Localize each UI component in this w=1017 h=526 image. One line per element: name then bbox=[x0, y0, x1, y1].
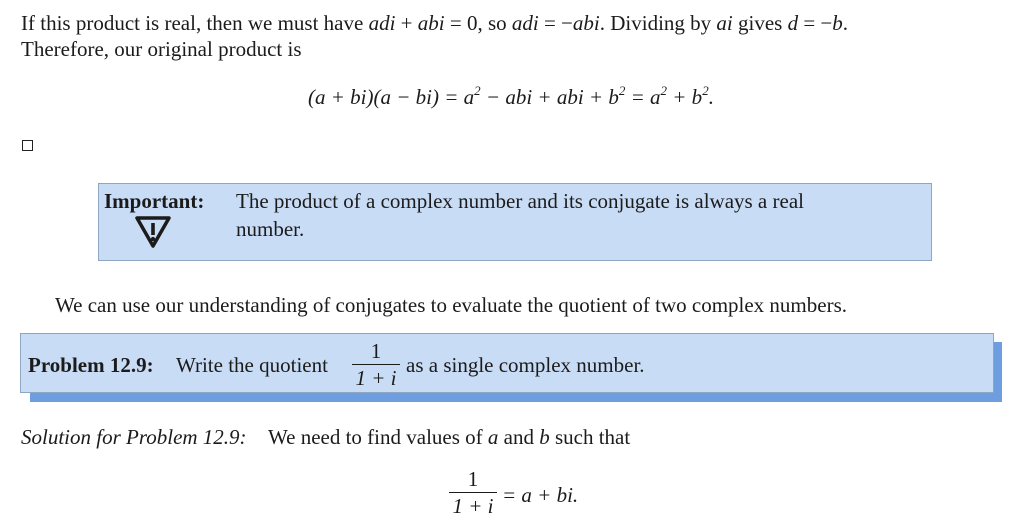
text-segment: = − bbox=[538, 11, 573, 35]
solution-label: Solution for Problem 12.9: bbox=[21, 425, 247, 449]
text-segment: and bbox=[498, 425, 540, 449]
math-var: abi bbox=[572, 11, 600, 35]
text-segment: . bbox=[842, 11, 849, 35]
display-equation bbox=[308, 84, 714, 110]
text-segment: such that bbox=[549, 425, 631, 449]
equation-rhs: = a + bi. bbox=[502, 483, 579, 507]
paragraph-line: We can use our understanding of conjugates to evaluate the quotient of two complex numbers. bbox=[55, 293, 848, 317]
exponent: 2 bbox=[474, 83, 481, 98]
equation-part: . bbox=[708, 85, 714, 109]
text-segment: If this product is real, then we must have bbox=[21, 11, 369, 35]
paragraph-line bbox=[21, 10, 848, 36]
important-label: Important: bbox=[104, 189, 205, 213]
math-var: abi bbox=[417, 11, 445, 35]
solution-text bbox=[268, 424, 630, 450]
problem-box-shadow bbox=[994, 342, 1002, 402]
text-segment: = 0, so bbox=[444, 11, 512, 35]
fraction-bar bbox=[449, 492, 497, 493]
qed-square-icon bbox=[22, 140, 33, 151]
text-segment: We need to find values of bbox=[268, 425, 488, 449]
text-segment: + bbox=[395, 11, 418, 35]
exponent: 2 bbox=[618, 83, 626, 98]
exponent: 2 bbox=[660, 83, 668, 98]
warning-triangle-icon bbox=[134, 214, 172, 250]
important-text: number. bbox=[236, 217, 305, 241]
problem-box-shadow bbox=[30, 393, 1002, 402]
fraction bbox=[352, 339, 400, 390]
fraction bbox=[449, 467, 497, 518]
important-text: The product of a complex number and its conjugate is always a real bbox=[236, 189, 804, 213]
problem-label: Problem 12.9: bbox=[28, 353, 154, 377]
math-var: a bbox=[487, 425, 499, 449]
equation-part: = a bbox=[625, 85, 661, 109]
text-segment: . Dividing by bbox=[599, 11, 717, 35]
fraction-bar bbox=[352, 364, 400, 365]
exponent: 2 bbox=[702, 83, 709, 98]
math-var: adi bbox=[368, 11, 396, 35]
problem-text: as a single complex number. bbox=[406, 353, 645, 377]
paragraph-line: Therefore, our original product is bbox=[21, 37, 302, 61]
problem-text: Write the quotient bbox=[176, 353, 328, 377]
fraction-denominator: 1 + i bbox=[355, 366, 397, 390]
fraction-numerator: 1 bbox=[370, 339, 382, 363]
math-var: b bbox=[539, 425, 550, 449]
equation-part: + b bbox=[667, 85, 703, 109]
fraction-denominator: 1 + i bbox=[452, 494, 494, 518]
math-var: d bbox=[787, 11, 799, 35]
text-segment: gives bbox=[732, 11, 788, 35]
equation-part: − abi + abi + b bbox=[480, 85, 619, 109]
math-var: adi bbox=[511, 11, 539, 35]
equation-part: (a + bi)(a − bi) = a bbox=[308, 85, 475, 109]
text-segment: = − bbox=[798, 11, 833, 35]
fraction-numerator: 1 bbox=[467, 467, 479, 491]
math-var: ai bbox=[716, 11, 733, 35]
math-var: b bbox=[832, 11, 843, 35]
